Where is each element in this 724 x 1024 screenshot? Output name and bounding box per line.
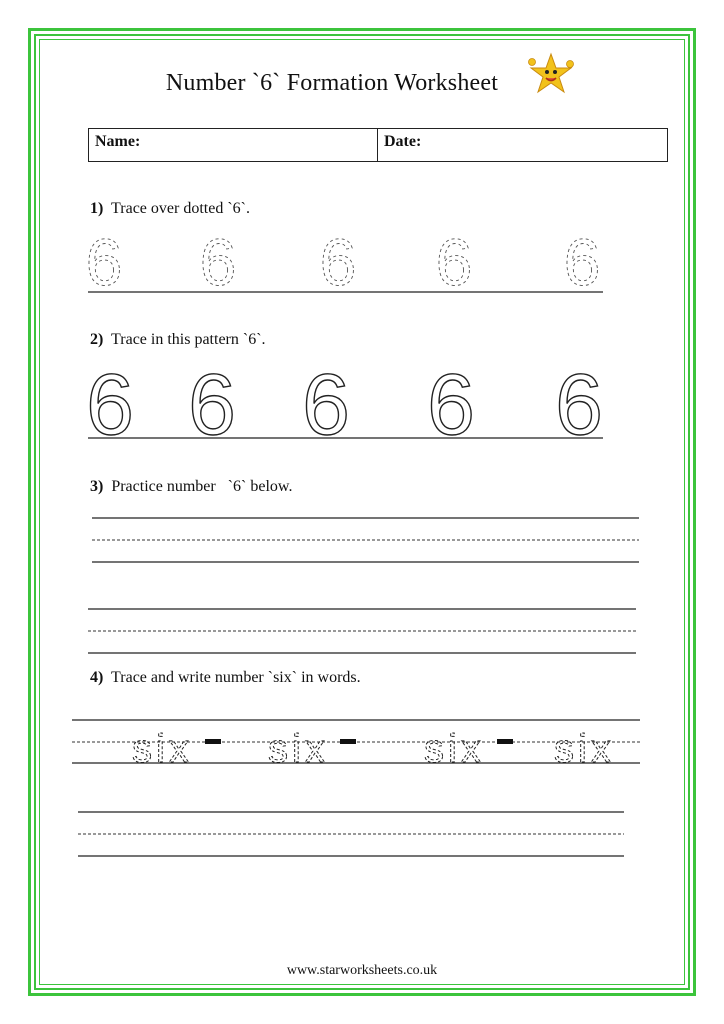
dotted-word: six: [554, 727, 615, 771]
practice-lines-2[interactable]: [88, 609, 636, 653]
section-3-text: Practice number `6` below.: [111, 478, 293, 495]
section-4-text: Trace and write number `six` in words.: [111, 669, 361, 686]
date-field[interactable]: Date:: [384, 133, 422, 150]
section-3-number: 3): [90, 478, 104, 495]
dotted-word: six: [132, 727, 193, 771]
dotted-digit: 6: [563, 225, 601, 299]
dotted-digit: 6: [435, 225, 473, 299]
dotted-digit: 6: [199, 225, 237, 299]
outlined-digit: 6: [555, 357, 603, 453]
section-2-text: Trace in this pattern `6`.: [111, 331, 266, 348]
section-4-number: 4): [90, 669, 104, 686]
name-field[interactable]: Name:: [89, 129, 378, 161]
section-1-text: Trace over dotted `6`.: [111, 200, 250, 217]
dotted-digit: 6: [85, 225, 123, 299]
trace-start-mark: [205, 739, 221, 744]
word-writing-lines[interactable]: [78, 812, 624, 856]
section-1-number: 1): [90, 200, 104, 217]
dotted-word: six: [424, 727, 485, 771]
footer-website: www.starworksheets.co.uk: [286, 963, 438, 978]
worksheet-title: Number `6` Formation Worksheet: [165, 70, 499, 96]
outlined-digit: 6: [86, 357, 134, 453]
trace-start-mark: [497, 739, 513, 744]
outlined-digit: 6: [302, 357, 350, 453]
trace-start-mark: [340, 739, 356, 744]
dotted-digit: 6: [319, 225, 357, 299]
section-2-number: 2): [90, 331, 104, 348]
dotted-digits-row[interactable]: [86, 225, 601, 299]
practice-lines-1[interactable]: [92, 518, 639, 562]
outlined-digit: 6: [188, 357, 236, 453]
outlined-digit: 6: [427, 357, 475, 453]
dotted-word: six: [268, 727, 329, 771]
dotted-words-row[interactable]: [132, 727, 615, 771]
